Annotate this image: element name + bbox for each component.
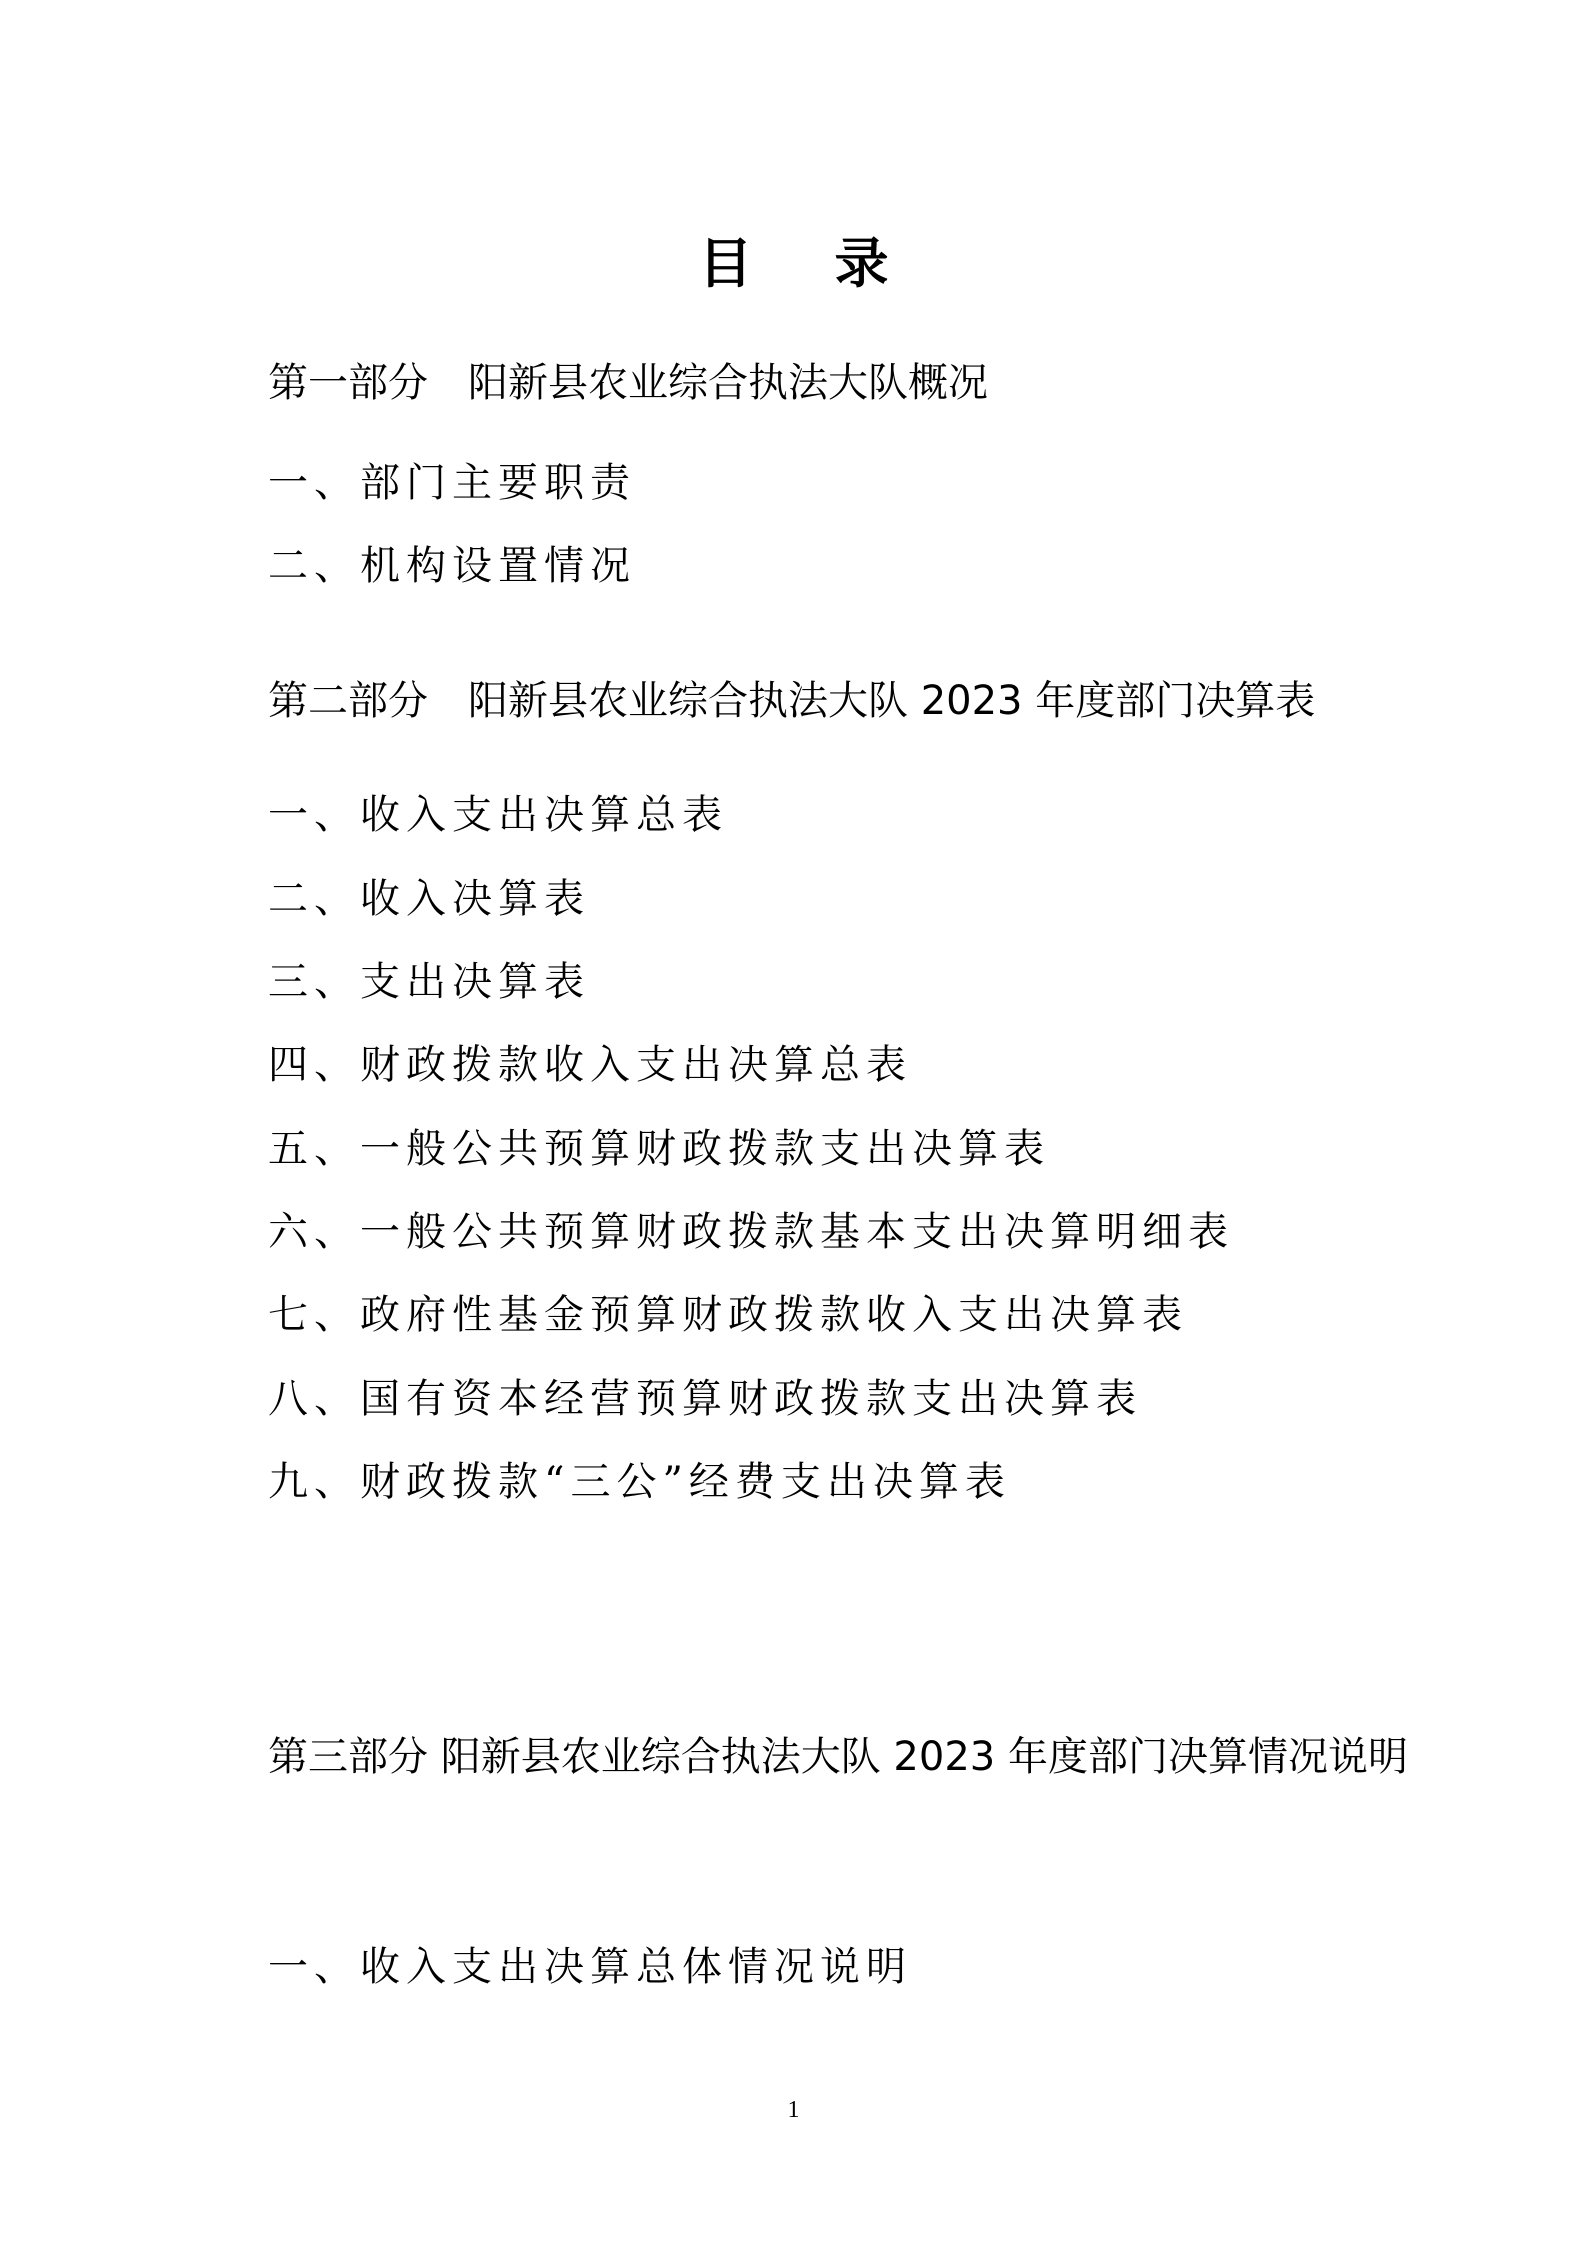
- part1-item-1: 一、部门主要职责: [268, 460, 636, 506]
- part2-item-5: 五、一般公共预算财政拨款支出决算表: [268, 1126, 1050, 1172]
- part1-item-2: 二、机构设置情况: [268, 543, 636, 589]
- part2-item-9: 九、财政拨款“三公”经费支出决算表: [268, 1459, 1011, 1505]
- part2-item-4: 四、财政拨款收入支出决算总表: [268, 1042, 912, 1088]
- part1-heading: [268, 358, 988, 408]
- part3-item-1: 一、收入支出决算总体情况说明: [268, 1944, 912, 1990]
- part2-item-2: 二、收入决算表: [268, 876, 590, 922]
- part2-item-1: 一、收入支出决算总表: [268, 792, 728, 838]
- part3-heading: 第三部分 阳新县农业综合执法大队 2023 年度部门决算情况说明: [268, 1734, 1408, 1780]
- page-number: 1: [787, 2097, 800, 2123]
- part2-item-6: 六、一般公共预算财政拨款基本支出决算明细表: [268, 1209, 1234, 1255]
- part2-item-7: 七、政府性基金预算财政拨款收入支出决算表: [268, 1292, 1188, 1338]
- part2-item-3: 三、支出决算表: [268, 959, 590, 1005]
- part2-title: 阳新县农业综合执法大队 2023 年度部门决算表: [468, 678, 1316, 724]
- page-title: 目录: [698, 231, 971, 295]
- part1-number: 第一部分: [268, 360, 428, 406]
- part2-item-8: 八、国有资本经营预算财政拨款支出决算表: [268, 1376, 1142, 1422]
- part2-heading: [268, 676, 1315, 726]
- part1-title: 阳新县农业综合执法大队概况: [468, 360, 988, 406]
- part2-number: 第二部分: [268, 678, 428, 724]
